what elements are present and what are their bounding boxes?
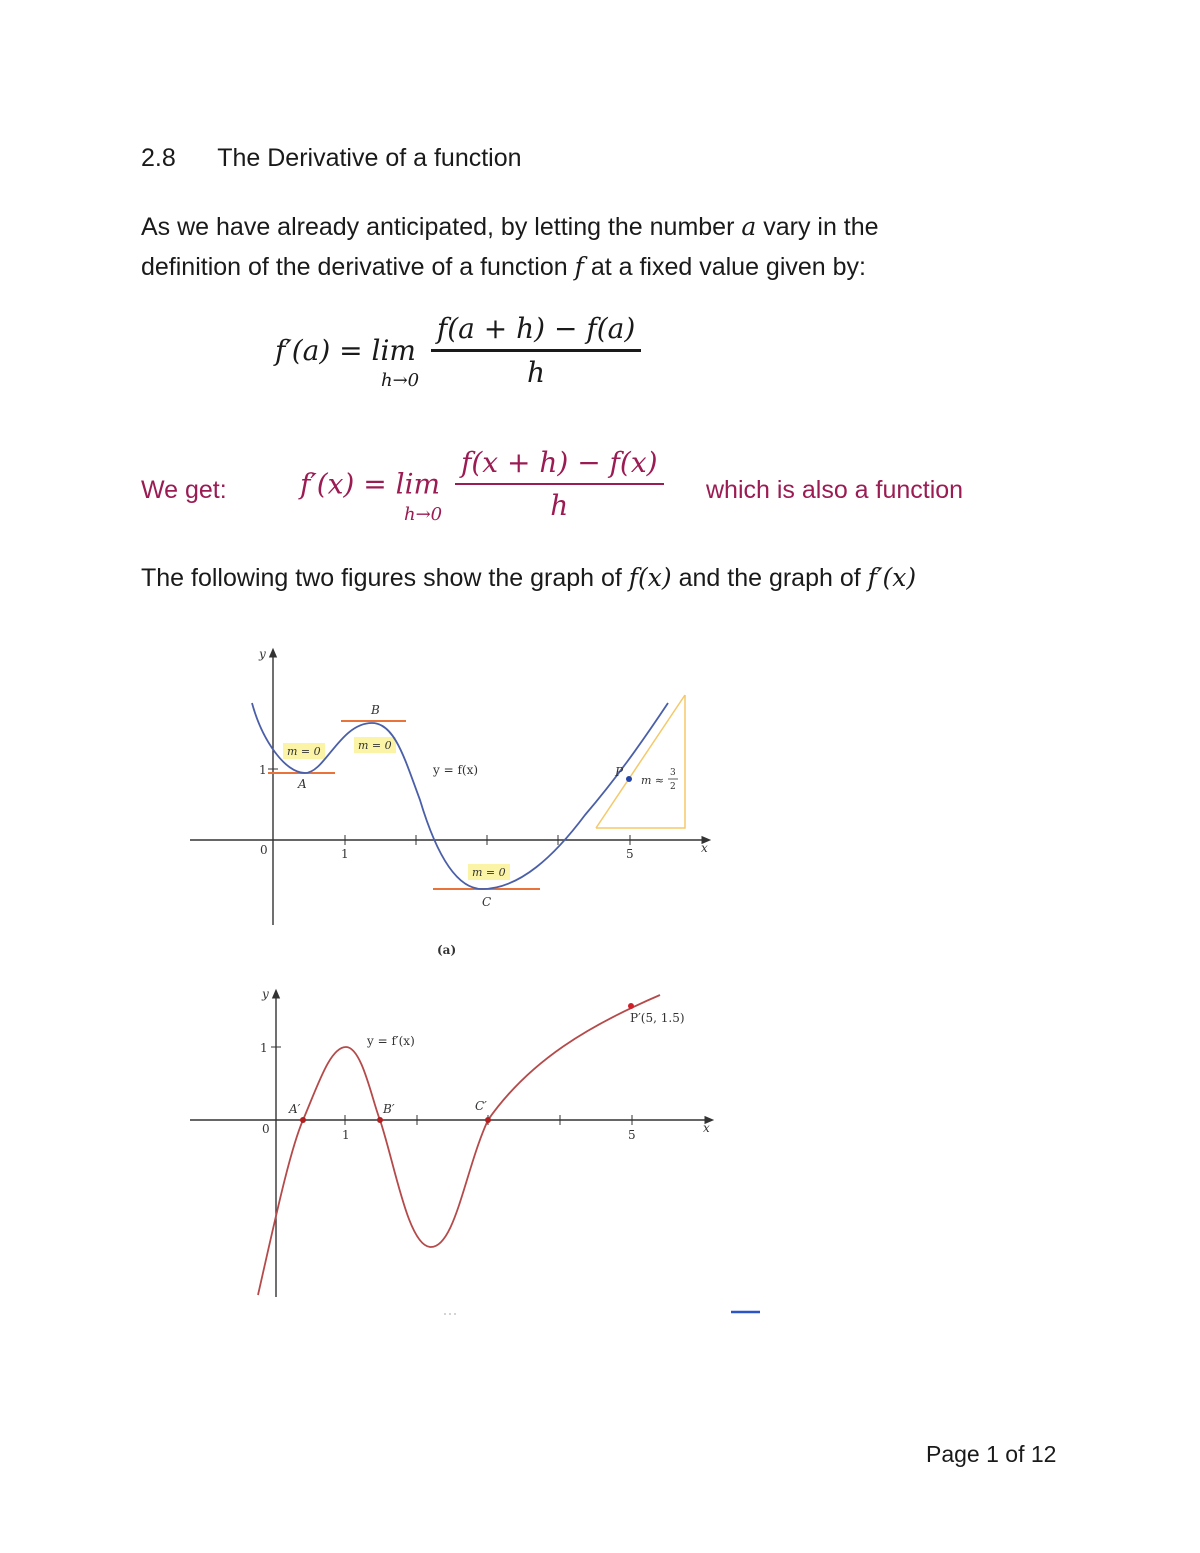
x-axis-label: x bbox=[703, 1121, 710, 1135]
point-p-prime-label: P′(5, 1.5) bbox=[630, 1011, 685, 1025]
limit-subscript: h→0 bbox=[404, 504, 443, 525]
point-a-label: A bbox=[298, 777, 307, 791]
point-b-label: B bbox=[371, 703, 380, 717]
curve-label-f: y = f(x) bbox=[433, 763, 479, 777]
origin-label: 0 bbox=[262, 1122, 270, 1136]
figure-caption-a: (a) bbox=[437, 943, 457, 957]
y-tick-label: 1 bbox=[260, 1041, 268, 1055]
caption-text: and the graph of bbox=[671, 564, 868, 592]
slope-numerator: 3 bbox=[670, 768, 676, 778]
formula-lhs: f′(x) = lim bbox=[300, 467, 441, 501]
x-tick-label: 1 bbox=[341, 847, 349, 861]
y-axis-label: y bbox=[259, 647, 266, 661]
point-c-label: C bbox=[482, 895, 492, 909]
slope-denominator: 2 bbox=[670, 782, 676, 792]
point-a-prime bbox=[300, 1117, 306, 1123]
section-number: 2.8 bbox=[141, 144, 176, 172]
variable-a: a bbox=[741, 212, 757, 241]
point-c-prime-label: C′ bbox=[475, 1099, 487, 1113]
fx-symbol: f(x) bbox=[628, 563, 672, 592]
y-axis-label: y bbox=[262, 987, 269, 1001]
formula-numerator: f(x + h) − f(x) bbox=[455, 446, 664, 485]
slope-label-p: m ≈ bbox=[641, 774, 665, 787]
point-p-prime bbox=[628, 1003, 634, 1009]
x-tick-label: 1 bbox=[342, 1128, 350, 1142]
x-tick-label: 5 bbox=[626, 847, 634, 861]
formula-numerator: f(a + h) − f(a) bbox=[431, 312, 641, 352]
formula-lhs: f′(a) = lim bbox=[275, 334, 416, 367]
formula-denominator: h bbox=[527, 356, 546, 389]
curve-label-fprime: y = f′(x) bbox=[367, 1034, 415, 1048]
intro-text: As we have already anticipated, by letting the number bbox=[141, 213, 742, 241]
y-tick-label: 1 bbox=[259, 763, 267, 777]
intro-text: at a fixed value given by: bbox=[583, 253, 866, 281]
variable-f: f bbox=[574, 252, 584, 281]
point-c-prime bbox=[485, 1117, 491, 1123]
formula-note: which is also a function bbox=[706, 476, 964, 504]
point-a-prime-label: A′ bbox=[289, 1102, 301, 1116]
x-tick-label: 5 bbox=[628, 1128, 636, 1142]
fprime-symbol: f′(x) bbox=[867, 563, 917, 592]
we-get-label: We get: bbox=[141, 476, 227, 504]
caption-text: The following two figures show the graph of bbox=[141, 564, 629, 592]
x-axis-label: x bbox=[701, 841, 708, 855]
intro-text: definition of the derivative of a function bbox=[141, 253, 575, 281]
section-title: The Derivative of a function bbox=[217, 144, 522, 172]
slope-label-b: m = 0 bbox=[358, 739, 392, 752]
intro-text: vary in the bbox=[756, 213, 879, 241]
page-number: Page 1 of 12 bbox=[926, 1441, 1057, 1467]
fprime-curve bbox=[258, 995, 660, 1295]
origin-label: 0 bbox=[260, 843, 268, 857]
point-b-prime-label: B′ bbox=[383, 1102, 395, 1116]
slope-label-a: m = 0 bbox=[287, 745, 321, 758]
slope-label-c: m = 0 bbox=[472, 866, 506, 879]
point-b-prime bbox=[377, 1117, 383, 1123]
limit-subscript: h→0 bbox=[381, 370, 420, 391]
formula-denominator: h bbox=[550, 489, 569, 522]
point-p-label: P bbox=[615, 765, 624, 779]
